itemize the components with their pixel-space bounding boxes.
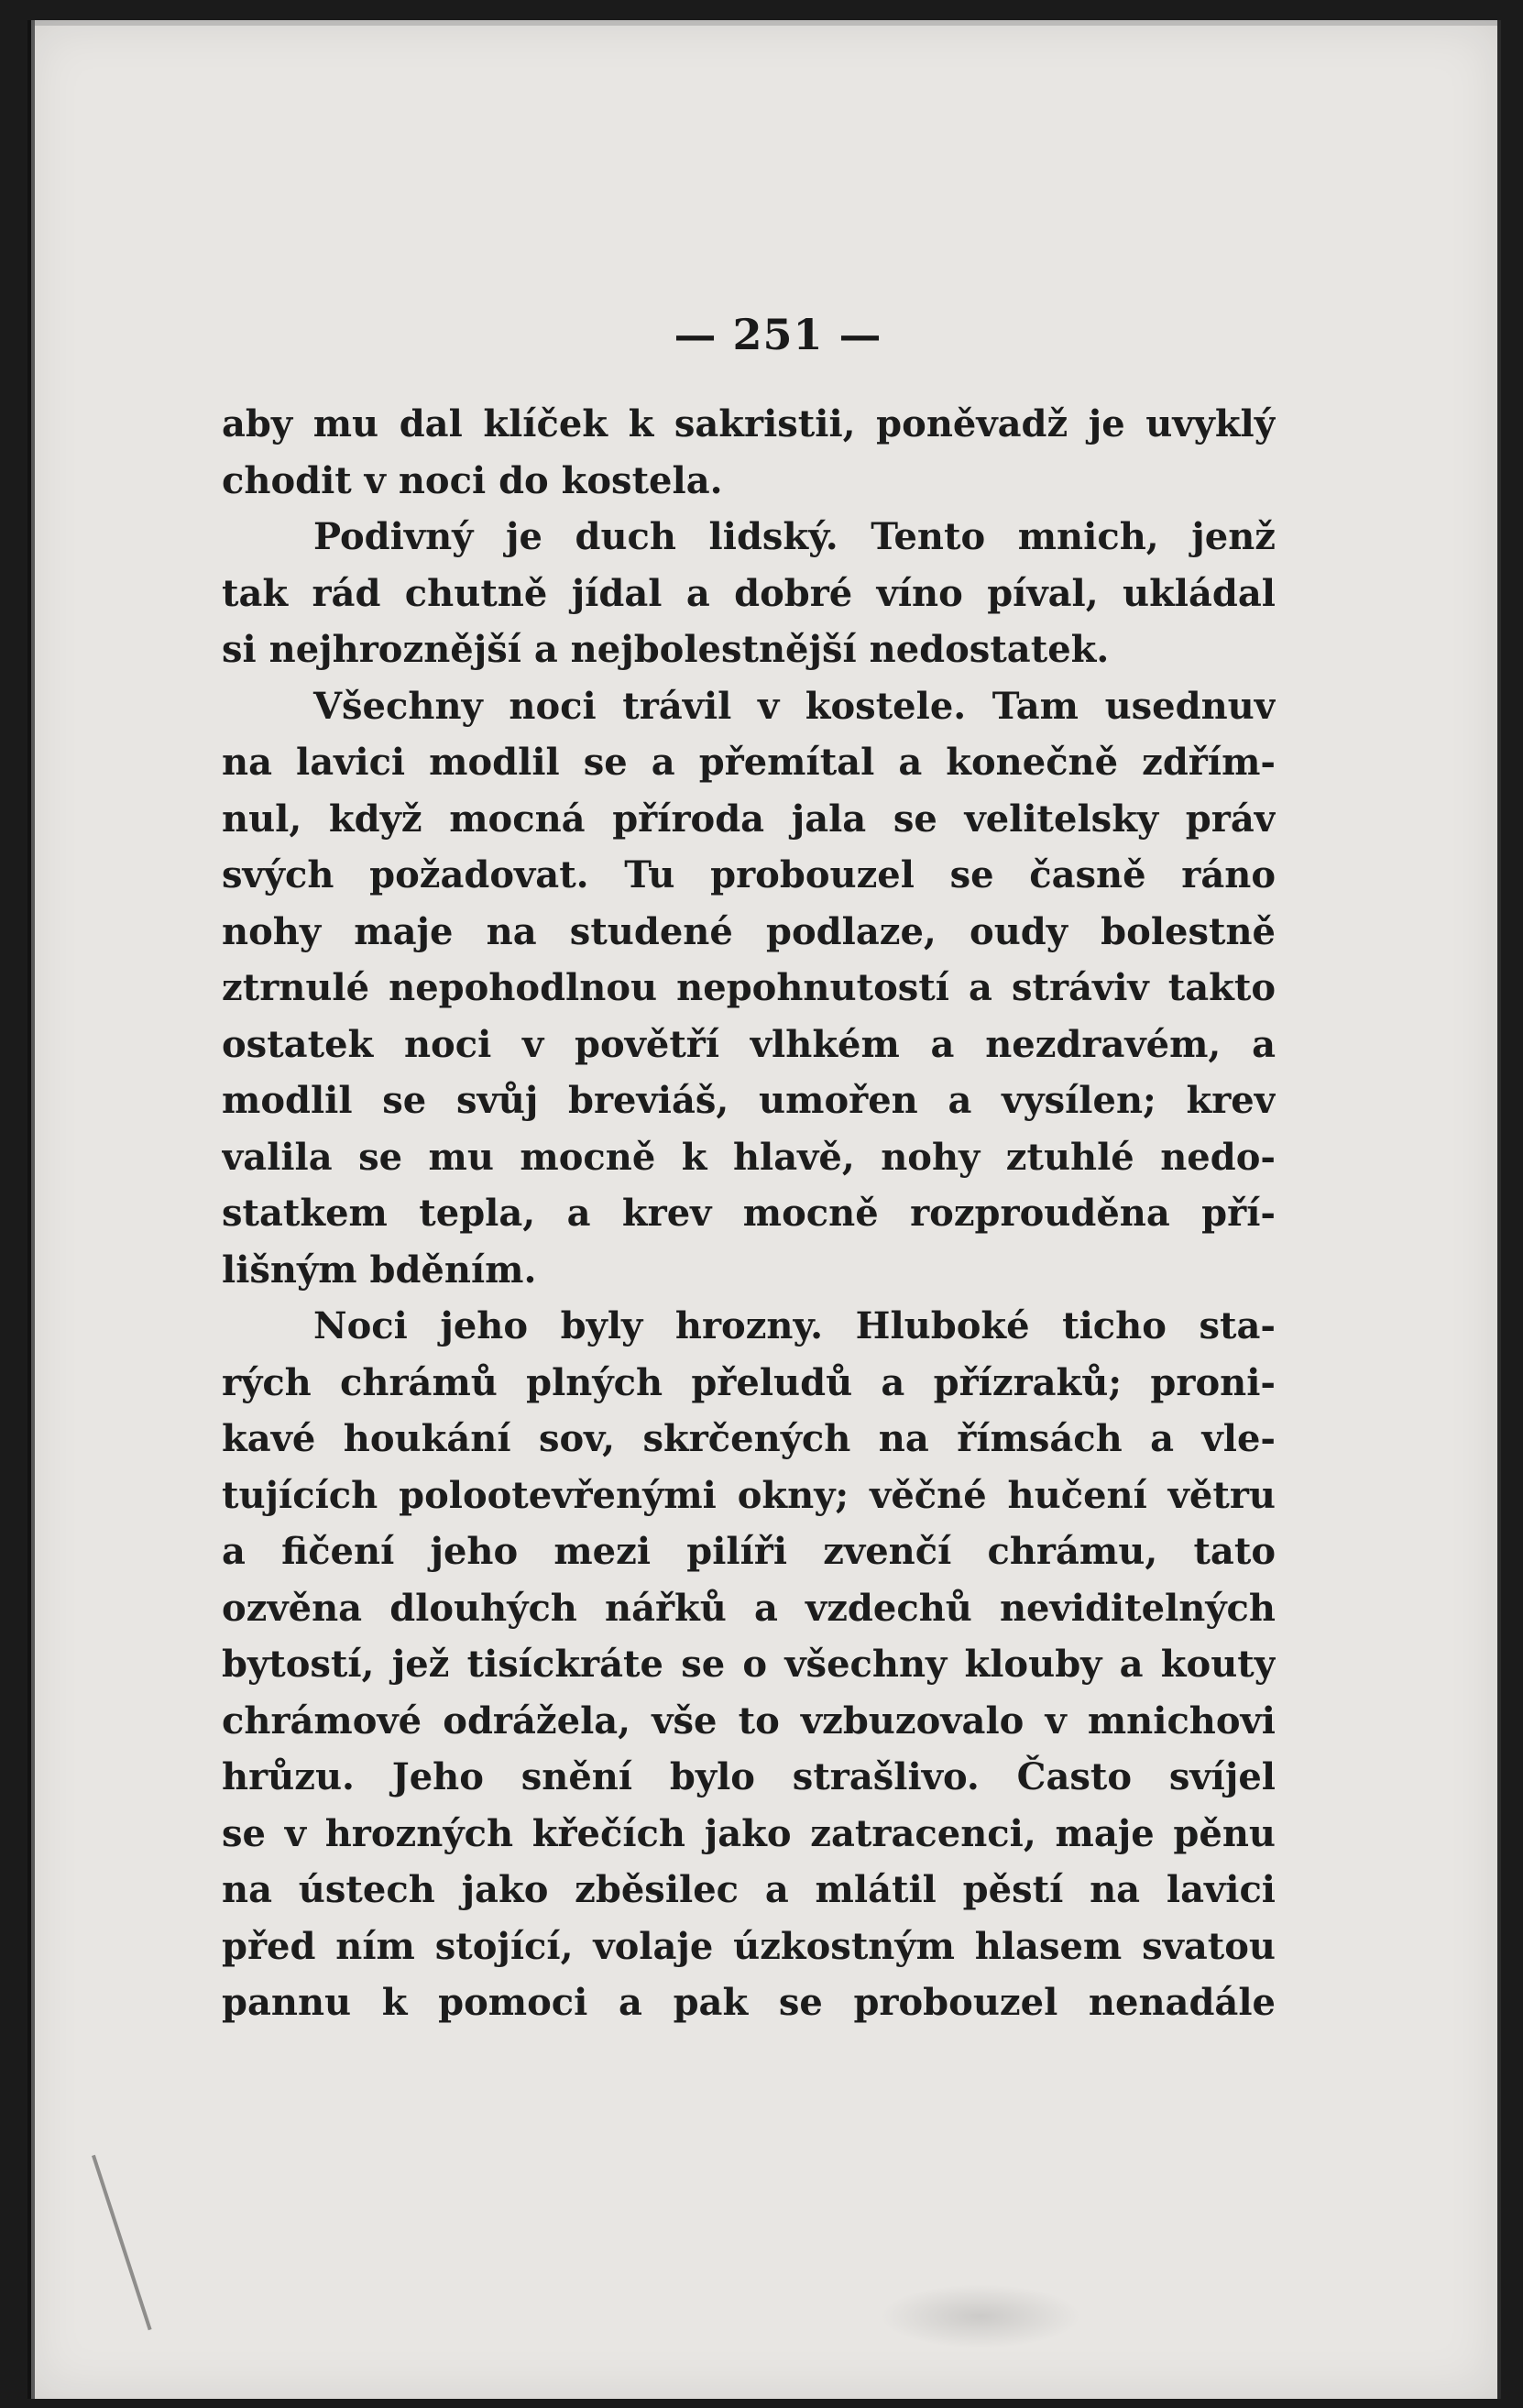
- text-line: tujících polootevřenými okny; věčné hučení větru: [222, 1473, 1276, 1517]
- text-line: chrámové odrážela, vše to vzbuzovalo v mnichovi: [222, 1699, 1276, 1743]
- text-line: aby mu dal klíček k sakristii, poněvadž je uvyklý: [222, 402, 1276, 445]
- text-line: Všechny noci trávil v kostele. Tam usednuv: [313, 684, 1276, 728]
- text-line: ostatek noci v povětří vlhkém a nezdravém, a: [222, 1022, 1276, 1066]
- page-right-edge: [1488, 20, 1501, 2399]
- body-text: [222, 396, 1276, 2031]
- book-page: [27, 20, 1501, 2399]
- text-line: tak rád chutně jídal a dobré víno píval, ukládal: [222, 571, 1276, 615]
- text-line: ozvěna dlouhých nářků a vzdechů neviditelných: [222, 1586, 1276, 1630]
- text-line: statkem tepla, a krev mocně rozprouděna pří-: [222, 1192, 1276, 1235]
- text-line: kavé houkání sov, skrčených na římsách a vle-: [222, 1417, 1276, 1460]
- paper-scratch-mark: [92, 2155, 152, 2330]
- text-line: před ním stojící, volaje úzkostným hlasem svatou: [222, 1924, 1276, 1968]
- text-line: a fičení jeho mezi pilíři zvenčí chrámu, tato: [222, 1530, 1276, 1573]
- text-line: pannu k pomoci a pak se probouzel nenadále: [222, 1981, 1276, 2024]
- text-line: rých chrámů plných přeludů a přízraků; proni-: [222, 1360, 1276, 1404]
- text-line: nohy maje na studené podlaze, oudy bolestně: [222, 909, 1276, 953]
- page-binding-edge: [27, 20, 35, 2399]
- text-line: na lavici modlil se a přemítal a konečně zdřím-: [222, 741, 1276, 784]
- page-number: — 251 —: [674, 310, 882, 359]
- text-line: valila se mu mocně k hlavě, nohy ztuhlé nedo-: [222, 1135, 1276, 1179]
- text-line: Podivný je duch lidský. Tento mnich, jenž: [313, 515, 1276, 558]
- text-line: na ústech jako zběsilec a mlátil pěstí na lavici: [222, 1868, 1276, 1911]
- text-line: lišným bděním.: [222, 1248, 537, 1292]
- paper-smudge: [880, 2284, 1081, 2348]
- text-line: Noci jeho byly hrozny. Hluboké ticho sta-: [313, 1304, 1276, 1347]
- text-line: se v hrozných křečích jako zatracenci, maje pěnu: [222, 1811, 1276, 1855]
- text-line: modlil se svůj breviáš, umořen a vysílen; krev: [222, 1079, 1276, 1122]
- text-line: chodit v noci do kostela.: [222, 458, 723, 502]
- text-line: si nejhroznější a nejbolestnější nedostatek.: [222, 628, 1110, 671]
- text-line: svých požadovat. Tu probouzel se časně ráno: [222, 853, 1276, 896]
- text-line: ztrnulé nepohodlnou nepohnutostí a stráviv takto: [222, 966, 1276, 1009]
- page-top-edge: [27, 20, 1501, 26]
- text-line: bytostí, jež tisíckráte se o všechny klouby a kouty: [222, 1643, 1276, 1686]
- text-line: nul, když mocná příroda jala se velitelsky práv: [222, 797, 1276, 841]
- text-line: hrůzu. Jeho snění bylo strašlivo. Často svíjel: [222, 1755, 1276, 1798]
